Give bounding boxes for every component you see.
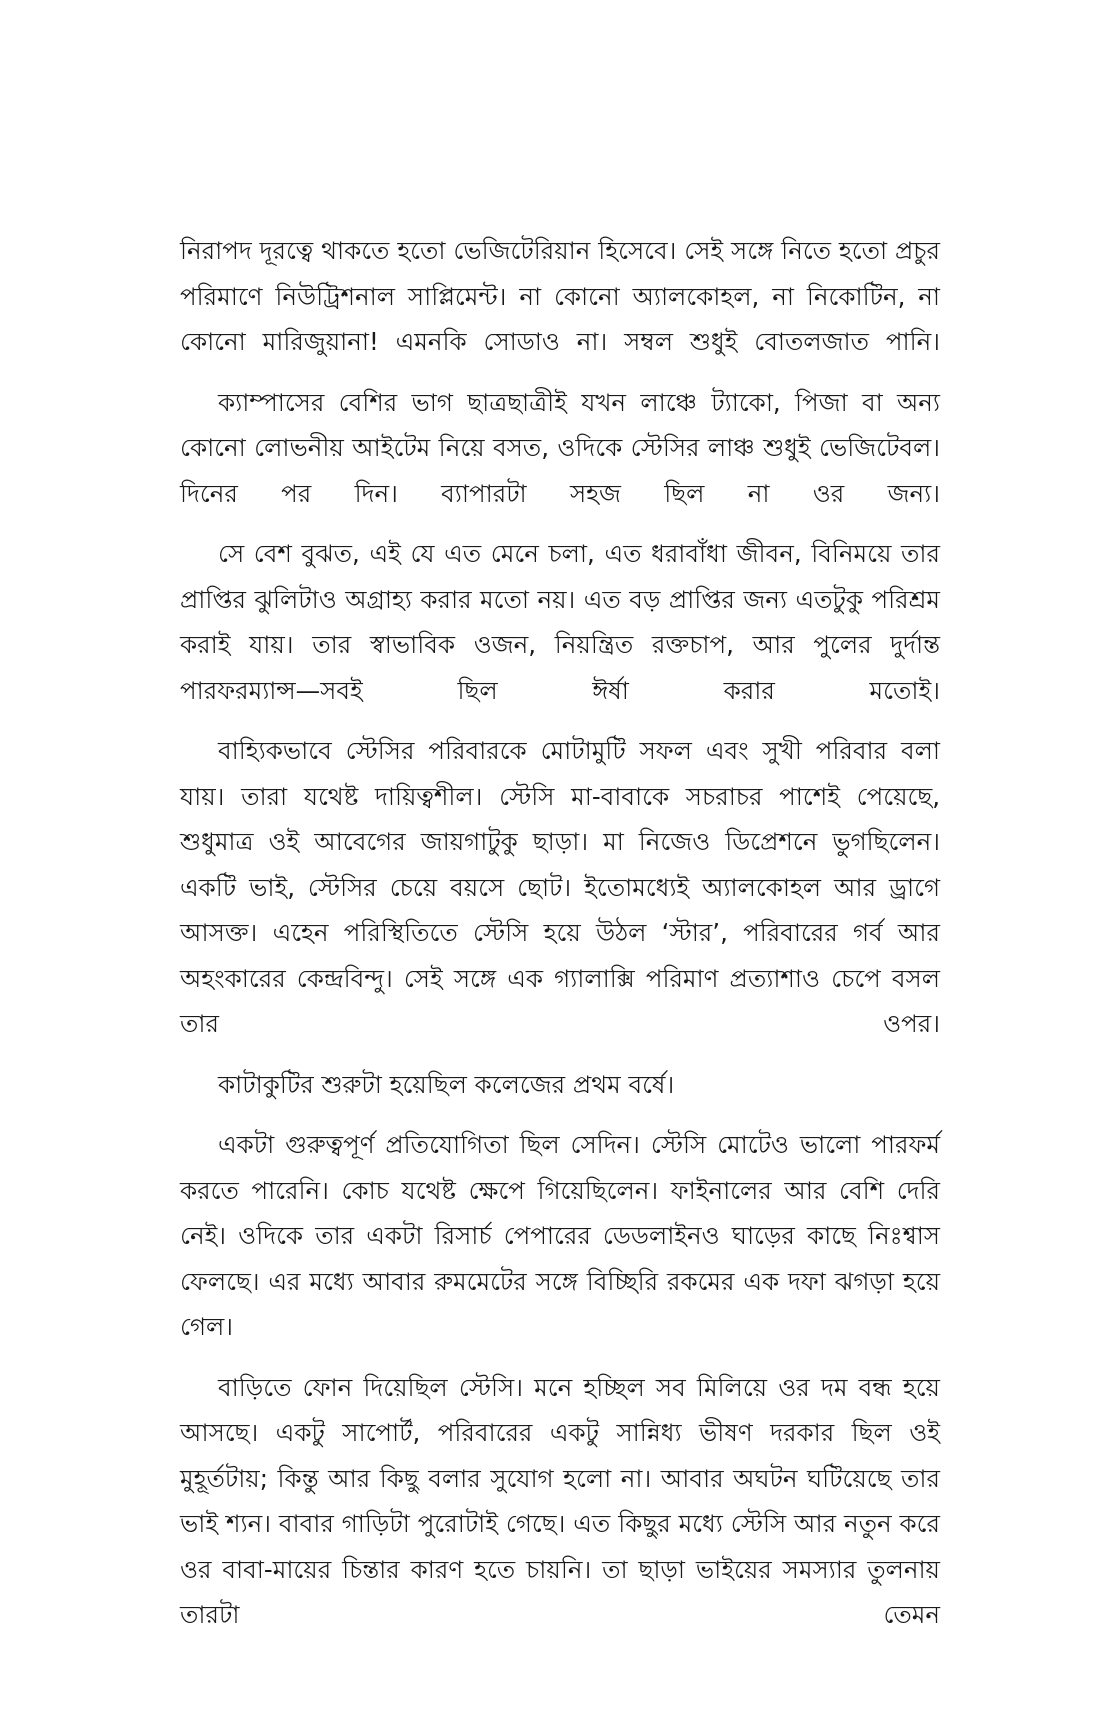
paragraph-3: সে বেশ বুঝত, এই যে এত মেনে চলা, এত ধরাবাঁধা জীবন, বিনিময়ে তার প্রাপ্তির ঝুলিটাও অগ্রাহ্য করার মতো নয়। এত বড় প্রাপ্তির জন্য এতটুকু পরিশ্রম করাই যায়। তার স্বাভাবিক ওজন, নিয়ন্ত্রিত রক্তচাপ, আর পুলের দুর্দান্ত পারফরম্যান্স—সবই ছিল ঈর্ষা করার মতোই। — [180, 539, 940, 705]
body-text — [180, 228, 940, 1638]
paragraph-4: বাহ্যিকভাবে স্টেসির পরিবারকে মোটামুটি সফল এবং সুখী পরিবার বলা যায়। তারা যথেষ্ট দায়িত্বশীল। স্টেসি মা-বাবাকে সচরাচর পাশেই পেয়েছে, শুধুমাত্র ওই আবেগের জায়গাটুকু ছাড়া। মা নিজেও ডিপ্রেশনে ভুগছিলেন। একটি ভাই, স্টেসির চেয়ে বয়সে ছোট। ইতোমধ্যেই অ্যালকোহল আর ড্রাগে আসক্ত। এহেন পরিস্থিতিতে স্টেসি হয়ে উঠল ‘স্টার’, পরিবারের গর্ব আর অহংকারের কেন্দ্রবিন্দু। সেই সঙ্গে এক গ্যালাক্সি পরিমাণ প্রত্যাশাও চেপে বসল তার ওপর। — [180, 736, 940, 1038]
paragraph-5: কাটাকুটির শুরুটা হয়েছিল কলেজের প্রথম বর্ষে। — [218, 1069, 675, 1099]
paragraph-7: বাড়িতে ফোন দিয়েছিল স্টেসি। মনে হচ্ছিল সব মিলিয়ে ওর দম বন্ধ হয়ে আসছে। একটু সাপোর্ট, পরিবারের একটু সান্নিধ্য ভীষণ দরকার ছিল ওই মুহূর্তটায়; কিন্তু আর কিছু বলার সুযোগ হলো না। আবার অঘটন ঘটিয়েছে তার ভাই শ্যন। বাবার গাড়িটা পুরোটাই গেছে। এত কিছুর মধ্যে স্টেসি আর নতুন করে ওর বাবা-মায়ের চিন্তার কারণ হতে চায়নি। তা ছাড়া ভাইয়ের সমস্যার তুলনায় তারটা তেমন — [180, 1372, 940, 1629]
paragraph-1: নিরাপদ দূরত্বে থাকতে হতো ভেজিটেরিয়ান হিসেবে। সেই সঙ্গে নিতে হতো প্রচুর পরিমাণে নিউট্রিশনাল সাপ্লিমেন্ট। না কোনো অ্যালকোহল, না নিকোটিন, না কোনো মারিজুয়ানা! এমনকি সোডাও না। সম্বল শুধুই বোতলজাত পানি। — [180, 236, 940, 356]
paragraph-2: ক্যাম্পাসের বেশির ভাগ ছাত্রছাত্রীই যখন লাঞ্চে ট্যাকো, পিজা বা অন্য কোনো লোভনীয় আইটেম নিয়ে বসত, ওদিকে স্টেসির লাঞ্চ শুধুই ভেজিটেবল। দিনের পর দিন। ব্যাপারটা সহজ ছিল না ওর জন্য। — [180, 387, 940, 508]
paragraph-6: একটা গুরুত্বপূর্ণ প্রতিযোগিতা ছিল সেদিন। স্টেসি মোটেও ভালো পারফর্ম করতে পারেনি। কোচ যথেষ্ট ক্ষেপে গিয়েছিলেন। ফাইনালের আর বেশি দেরি নেই। ওদিকে তার একটা রিসার্চ পেপারের ডেডলাইনও ঘাড়ের কাছে নিঃশ্বাস ফেলছে। এর মধ্যে আবার রুমমেটের সঙ্গে বিচ্ছিরি রকমের এক দফা ঝগড়া হয়ে গেল। — [180, 1130, 940, 1341]
